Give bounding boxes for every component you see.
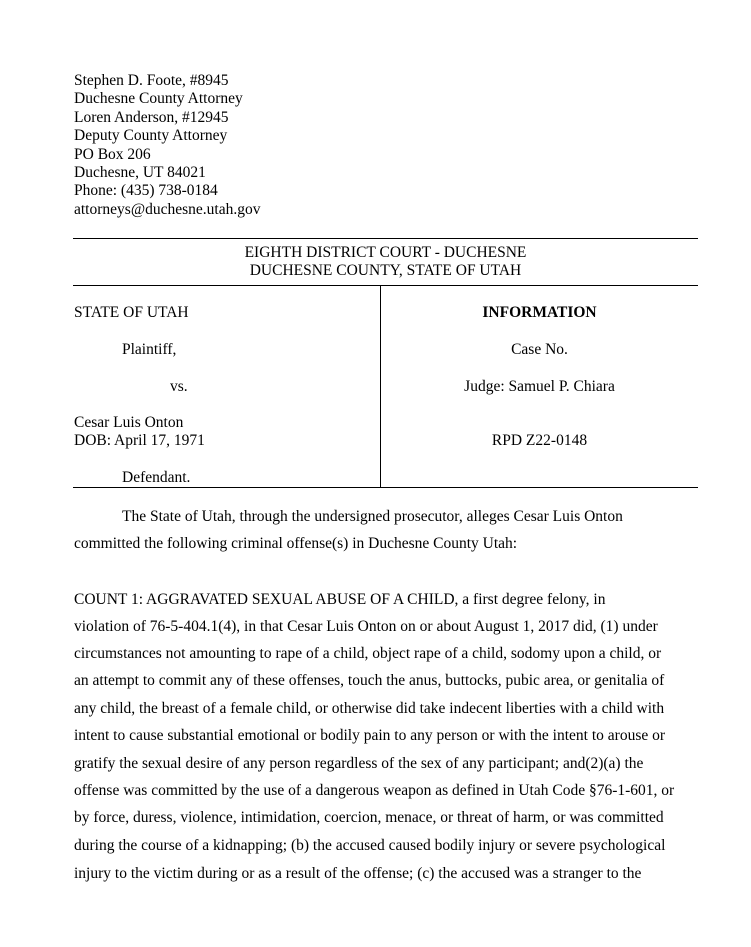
- defendant-dob: DOB: April 17, 1971: [74, 432, 205, 449]
- attorney-line: Stephen D. Foote, #8945: [74, 72, 229, 89]
- count-line: injury to the victim during or as a result of the offense; (c) the accused was a stranger to the: [74, 865, 642, 882]
- attorney-line: Phone: (435) 738-0184: [74, 182, 218, 200]
- count-line: gratify the sexual desire of any person regardless of the sex of any participant; and(2)(a) the: [74, 755, 644, 772]
- count-line: an attempt to commit any of these offenses, touch the anus, buttocks, pubic area, or genitalia of: [74, 672, 665, 689]
- caption-mid-rule: [73, 285, 698, 286]
- attorney-email: attorneys@duchesne.utah.gov: [74, 200, 261, 218]
- caption-bottom-rule: [73, 487, 698, 488]
- count-line: violation of 76-5-404.1(4), in that Cesar Luis Onton on or about August 1, 2017 did, (1) under: [74, 618, 658, 635]
- intro-line-1: The State of Utah, through the undersigned prosecutor, alleges Cesar Luis Onton: [122, 508, 623, 525]
- count-line: offense was committed by the use of a dangerous weapon as defined in Utah Code §76-1-601, or: [74, 782, 675, 799]
- attorney-line: Duchesne County Attorney: [74, 90, 243, 108]
- count-line: COUNT 1: AGGRAVATED SEXUAL ABUSE OF A CHILD, a first degree felony, in: [74, 591, 606, 608]
- versus: vs.: [170, 378, 188, 395]
- attorney-block: [74, 72, 260, 219]
- attorney-line: Deputy County Attorney: [74, 127, 228, 145]
- document-title: INFORMATION: [482, 304, 597, 321]
- case-number: Case No.: [511, 341, 568, 358]
- count-line: during the course of a kidnapping; (b) the accused caused bodily injury or severe psychological: [74, 837, 666, 854]
- defendant-role: Defendant.: [122, 469, 191, 486]
- court-county: DUCHESNE COUNTY, STATE OF UTAH: [249, 262, 522, 279]
- attorney-line: Duchesne, UT 84021: [74, 164, 206, 182]
- count-line: circumstances not amounting to rape of a child, object rape of a child, sodomy upon a child, or: [74, 645, 662, 662]
- count-line: intent to cause substantial emotional or bodily pain to any person or with the intent to arouse or: [74, 727, 666, 744]
- count-line: by force, duress, violence, intimidation, coercion, menace, or threat of harm, or was committed: [74, 809, 664, 826]
- attorney-line: Loren Anderson, #12945: [74, 108, 229, 126]
- defendant-name: Cesar Luis Onton: [74, 414, 184, 431]
- rpd-number: RPD Z22-0148: [491, 432, 588, 449]
- attorney-line: PO Box 206: [74, 145, 151, 163]
- caption-top-rule: [73, 238, 698, 239]
- intro-line-2: committed the following criminal offense(s) in Duchesne County Utah:: [74, 535, 518, 552]
- plaintiff-role: Plaintiff,: [122, 341, 177, 358]
- judge-name: Judge: Samuel P. Chiara: [464, 378, 615, 395]
- count-line: any child, the breast of a female child, or otherwise did take indecent liberties with a child with: [74, 700, 665, 717]
- plaintiff-name: STATE OF UTAH: [74, 304, 189, 321]
- court-name: EIGHTH DISTRICT COURT - DUCHESNE: [244, 244, 527, 261]
